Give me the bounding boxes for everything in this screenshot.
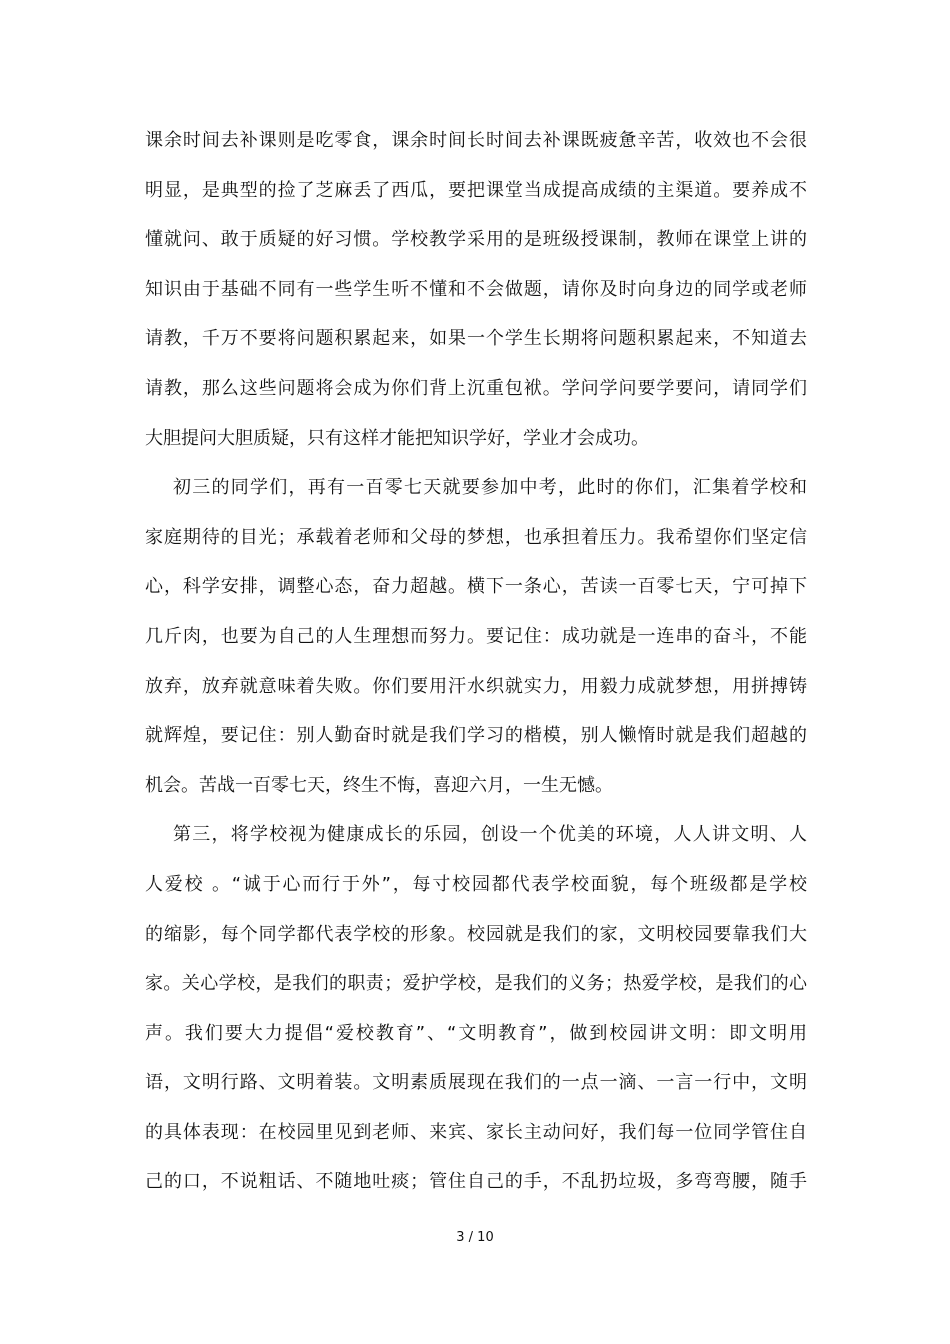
text-line: 请教，那么这些问题将会成为你们背上沉重包袱。学问学问要学要问，请同学们 — [145, 377, 807, 399]
text-line: 声。我们要大力提倡“爱校教育”、“文明教育”，做到校园讲文明：即文明用 — [145, 1022, 807, 1044]
text-line: 的缩影，每个同学都代表学校的形象。校园就是我们的家，文明校园要靠我们大 — [145, 923, 807, 945]
text-line: 机会。苦战一百零七天，终生不悔，喜迎六月，一生无憾。 — [145, 774, 613, 796]
text-line: 明显，是典型的捡了芝麻丢了西瓜，要把课堂当成提高成绩的主渠道。要养成不 — [145, 179, 807, 201]
text-line: 初三的同学们，再有一百零七天就要参加中考，此时的你们，汇集着学校和 — [173, 477, 807, 499]
text-line: 人爱校 。“诚于心而行于外”，每寸校园都代表学校面貌，每个班级都是学校 — [145, 873, 807, 895]
text-line: 大胆提问大胆质疑，只有这样才能把知识学好，学业才会成功。 — [145, 427, 649, 449]
paragraph-3 — [145, 810, 807, 1207]
text-line: 心，科学安排，调整心态，奋力超越。横下一条心，苦读一百零七天，宁可掉下 — [145, 576, 807, 598]
text-line: 请教，千万不要将问题积累起来，如果一个学生长期将问题积累起来，不知道去 — [145, 328, 807, 350]
paragraph-2 — [145, 463, 807, 810]
text-line: 的具体表现：在校园里见到老师、来宾、家长主动问好，我们每一位同学管住自 — [145, 1121, 807, 1143]
text-line: 懂就问、敢于质疑的好习惯。学校教学采用的是班级授课制，教师在课堂上讲的 — [145, 229, 807, 251]
text-line: 语，文明行路、文明着装。文明素质展现在我们的一点一滴、一言一行中，文明 — [145, 1072, 807, 1094]
text-line: 放弃，放弃就意味着失败。你们要用汗水织就实力，用毅力成就梦想，用拼搏铸 — [145, 675, 807, 697]
text-line: 己的口，不说粗话、不随地吐痰；管住自己的手，不乱扔垃圾，多弯弯腰，随手 — [145, 1171, 807, 1193]
text-line: 家庭期待的目光；承载着老师和父母的梦想，也承担着压力。我希望你们坚定信 — [145, 526, 807, 548]
text-line: 第三，将学校视为健康成长的乐园，创设一个优美的环境，人人讲文明、人 — [173, 824, 807, 846]
paragraph-1 — [145, 116, 807, 463]
text-line: 家。关心学校，是我们的职责；爱护学校，是我们的义务；热爱学校，是我们的心 — [145, 973, 807, 995]
text-line: 知识由于基础不同有一些学生听不懂和不会做题，请你及时向身边的同学或老师 — [145, 278, 807, 300]
body-text — [145, 116, 807, 1207]
text-line: 课余时间去补课则是吃零食，课余时间长时间去补课既疲惫辛苦，收效也不会很 — [145, 130, 807, 151]
text-line: 就辉煌，要记住：别人勤奋时就是我们学习的楷模，别人懒惰时就是我们超越的 — [145, 725, 807, 747]
text-line: 几斤肉，也要为自己的人生理想而努力。要记住：成功就是一连串的奋斗，不能 — [145, 625, 807, 647]
page-number: 3 / 10 — [456, 1230, 494, 1245]
